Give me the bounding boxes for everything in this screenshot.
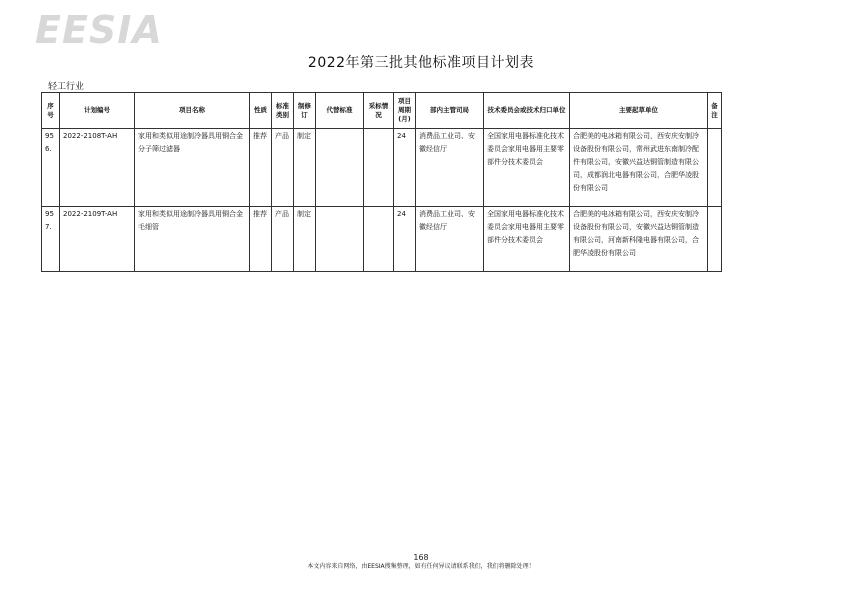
cell-serial: 957. — [42, 207, 60, 272]
cell-period: 24 — [394, 129, 416, 207]
eesia-logo: EESIA — [35, 8, 163, 52]
cell-drafting-units: 合肥美的电冰箱有限公司，西安庆安制冷设备股份有限公司，安徽兴益达铜管制造有限公司，河南新科隆电器有限公司，合肥华凌股份有限公司 — [570, 207, 708, 272]
header-serial: 序号 — [42, 93, 60, 129]
page-title: 2022年第三批其他标准项目计划表 — [307, 55, 535, 71]
cell-standard-type: 产品 — [272, 129, 294, 207]
cell-plan-code: 2022-2109T-AH — [60, 207, 135, 272]
header-period: 项目周期(月) — [394, 93, 416, 129]
cell-replaced-standard — [316, 129, 364, 207]
header-standard-type: 标准类别 — [272, 93, 294, 129]
cell-revision: 制定 — [294, 207, 316, 272]
cell-serial: 956. — [42, 129, 60, 207]
cell-adoption — [364, 207, 394, 272]
cell-project-name: 家用和类似用途制冷器具用铜合金分子筛过滤器 — [135, 129, 250, 207]
table-header-row — [42, 93, 722, 129]
header-note: 备注 — [708, 93, 722, 129]
cell-department: 消费品工业司、安徽经信厅 — [416, 129, 484, 207]
standards-plan-table — [41, 92, 722, 272]
industry-label: 轻工行业 — [48, 82, 85, 92]
cell-plan-code: 2022-2108T-AH — [60, 129, 135, 207]
cell-drafting-units: 合肥美的电冰箱有限公司，西安庆安制冷设备股份有限公司，常州武进东南制冷配件有限公司，安徽兴益达铜管制造有限公司，成都润北电器有限公司，合肥华凌股份有限公司 — [570, 129, 708, 207]
header-revision: 制修订 — [294, 93, 316, 129]
cell-note — [708, 129, 722, 207]
cell-revision: 制定 — [294, 129, 316, 207]
header-replaced-standard: 代替标准 — [316, 93, 364, 129]
cell-project-name: 家用和类似用途制冷器具用铜合金毛细管 — [135, 207, 250, 272]
header-project-name: 项目名称 — [135, 93, 250, 129]
cell-technical-committee: 全国家用电器标准化技术委员会家用电器用主要零部件分技术委员会 — [484, 129, 570, 207]
cell-nature: 推荐 — [250, 129, 272, 207]
header-nature: 性质 — [250, 93, 272, 129]
cell-technical-committee: 全国家用电器标准化技术委员会家用电器用主要零部件分技术委员会 — [484, 207, 570, 272]
cell-adoption — [364, 129, 394, 207]
cell-nature: 推荐 — [250, 207, 272, 272]
header-department: 部内主管司局 — [416, 93, 484, 129]
header-drafting-units: 主要起草单位 — [570, 93, 708, 129]
cell-period: 24 — [394, 207, 416, 272]
header-plan-code: 计划编号 — [60, 93, 135, 129]
page-number: 168 — [413, 553, 429, 562]
cell-standard-type: 产品 — [272, 207, 294, 272]
cell-department: 消费品工业司、安徽经信厅 — [416, 207, 484, 272]
cell-replaced-standard — [316, 207, 364, 272]
header-adoption: 采标情况 — [364, 93, 394, 129]
table-row — [42, 207, 722, 272]
table-row — [42, 129, 722, 207]
header-technical-committee: 技术委员会或技术归口单位 — [484, 93, 570, 129]
cell-note — [708, 207, 722, 272]
footer-disclaimer: 本文内容来自网络，由EESIA搜集整理，如有任何异议请联系我们，我们将删除处理！ — [307, 563, 535, 570]
